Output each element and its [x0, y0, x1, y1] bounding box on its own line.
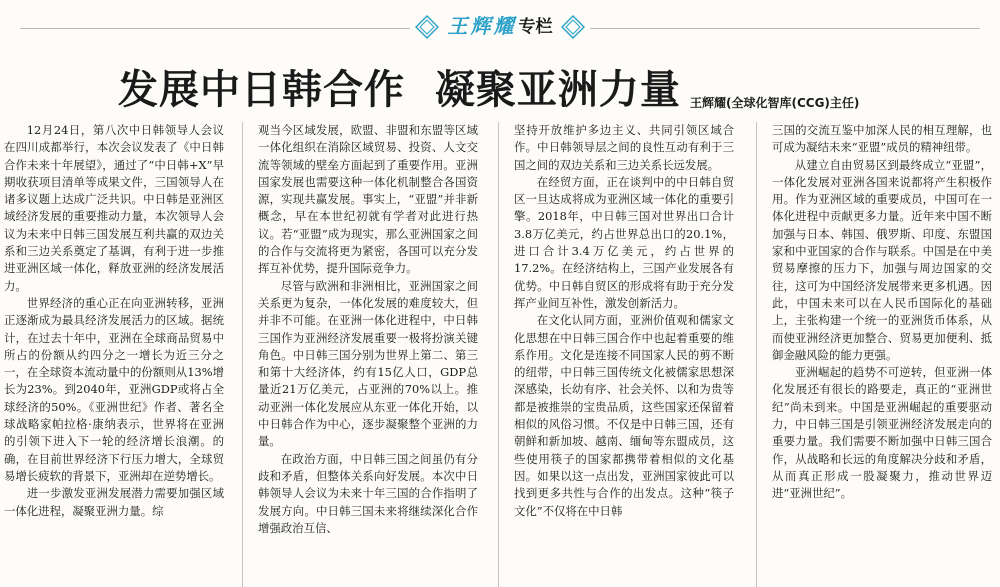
article-headline: 发展中日韩合作 凝聚亚洲力量	[118, 67, 681, 113]
text-column-4	[772, 122, 992, 587]
diamond-ornament-icon	[414, 14, 440, 40]
column-divider	[242, 122, 243, 587]
header-rule-right	[590, 28, 980, 29]
header-rule-left	[20, 28, 410, 29]
text-column-1	[4, 122, 224, 587]
column-divider	[498, 122, 499, 587]
paragraph: 在文化认同方面，亚洲价值观和儒家文化思想在中日韩三国合作中也起着重要的维系作用。文化是连接不同国家人民的剪不断的纽带，中日韩三国传统文化被儒家思想深深感染，长幼有序、社会关怀、以和为贵等都是被推崇的宝贵品质，这些国家还保留着相似的风俗习惯。不仅是中日韩三国，还有朝鲜和新加坡、越南、缅甸等东盟成员，这些使用筷子的国家都携带着相似的文化基因。如果以这一点出发，亚洲国家彼此可以找到更多共性与合作的出发点。这种“筷子文化”不仅将在中日韩	[514, 313, 734, 518]
paragraph: 尽管与欧洲和非洲相比，亚洲国家之间关系更为复杂，一体化发展的难度较大，但并非不可能。在亚洲一体化进程中，中日韩三国作为亚洲经济发展重要一极将扮演关键角色。中日韩三国分别为世界上第二、第三和第十大经济体，约有15亿人口，GDP总量近21万亿美元，占亚洲的70%以上。推动亚洲一体化发展应从东亚一体化开始，以中日韩合作为中心，逐步凝聚整个亚洲的力量。	[258, 278, 478, 449]
column-header	[0, 6, 1000, 40]
column-divider	[756, 122, 757, 587]
paragraph: 三国的交流互鉴中加深人民的相互理解，也可成为凝结未来“亚盟”成员的精神纽带。	[772, 123, 992, 155]
paragraph: 12月24日，第八次中日韩领导人会议在四川成都举行，本次会议发表了《中日韩合作未来十年展望》，通过了“中日韩+X”早期收获项目清单等成果文件，三国领导人在诸多议题上达成广泛共识。中日韩是亚洲区域经济发展的重要推动力量，本次领导人会议为未来中日韩三国发展互利共赢的双边关系和三边关系奠定了基调，有利于进一步推进亚洲区域一体化，释放亚洲的经济发展活力。	[4, 123, 224, 293]
paragraph: 在经贸方面，正在谈判中的中日韩自贸区一旦达成将成为亚洲区域一体化的重要引擎。2018年，中日韩三国对世界出口合计3.8万亿美元，约占世界总出口的20.1%，进口合计3.4万亿美元，约占世界的17.2%。在经济结构上，三国产业发展各有优势。中日韩自贸区的形成将有助于充分发挥产业间互补性，激发创新活力。	[514, 174, 734, 310]
column-label: 专栏	[518, 16, 553, 37]
article-byline: 王辉耀(全球化智库(CCG)主任)	[690, 96, 860, 110]
text-column-2	[258, 122, 478, 587]
paragraph: 坚持开放维护多边主义、共同引领区域合作。中日韩领导层之间的良性互动有利于三国之间的双边关系和三边关系长远发展。	[514, 123, 734, 172]
article-body	[0, 122, 1000, 587]
paragraph: 观当今区域发展，欧盟、非盟和东盟等区域一体化组织在消除区域贸易、投资、人文交流等领域的壁垒方面起到了重要作用。亚洲国家发展也需要这种一体化机制整合各国资源，实现共赢发展。事实上，“亚盟”并非新概念，早在本世纪初就有学者对此进行热议。若“亚盟”成为现实，那么亚洲国家之间的合作与交流将更为紧密，各国可以充分发挥互补优势，提升国际竞争力。	[258, 123, 478, 276]
paragraph: 亚洲崛起的趋势不可逆转，但亚洲一体化发展还有很长的路要走，真正的“亚洲世纪”尚未到来。中国是亚洲崛起的重要驱动力，中日韩三国是引领亚洲经济发展走向的重要力量。我们需要不断加强中日韩三国合作，从战略和长远的角度解决分歧和矛盾，从而真正形成一股凝聚力，推动世界迈进“亚洲世纪”。	[772, 365, 992, 501]
column-title	[418, 10, 582, 38]
paragraph: 世界经济的重心正在向亚洲转移，亚洲正逐渐成为最具经济发展活力的区域。据统计，在过去十年中，亚洲在全球商品贸易中所占的份额从约四分之一增长为近三分之一，在全球资本流动量中的份额则从13%增长为23%。到2040年，亚洲GDP或将占全球经济的50%。《亚洲世纪》作者、著名全球战略家帕拉格·康纳表示，世界将在亚洲的引领下进入下一轮的经济增长浪潮。的确，在目前世界经济下行压力增大，全球贸易增长疲软的背景下，亚洲却在逆势增长。	[4, 295, 224, 483]
paragraph: 在政治方面，中日韩三国之间虽仍有分歧和矛盾，但整体关系向好发展。本次中日韩领导人会议为未来十年三国的合作指明了发展方向。中日韩三国未来将继续深化合作增强政治互信、	[258, 451, 478, 535]
paragraph: 进一步激发亚洲发展潜力需要加强区域一体化进程，凝聚亚洲力量。综	[4, 486, 224, 518]
paragraph: 从建立自由贸易区到最终成立“亚盟”，一体化发展对亚洲各国来说都将产生积极作用。作为亚洲区域的重要成员，中国可在一体化进程中贡献更多力量。近年来中国不断加强与日本、韩国、俄罗斯、印度、东盟国家和中亚国家的合作与联系。中国是在中美贸易摩擦的压力下，加强与周边国家的交往，这可为中国经济发展带来更多机遇。因此，中国未来可以在人民币国际化的基础上，主张构建一个统一的亚洲货币体系，从而使亚洲经济更加整合、贸易更加便利、抵御金融风险的能力更强。	[772, 157, 992, 362]
text-column-3	[514, 122, 734, 587]
column-author-name: 王辉耀	[447, 13, 517, 38]
diamond-ornament-icon	[560, 14, 586, 40]
